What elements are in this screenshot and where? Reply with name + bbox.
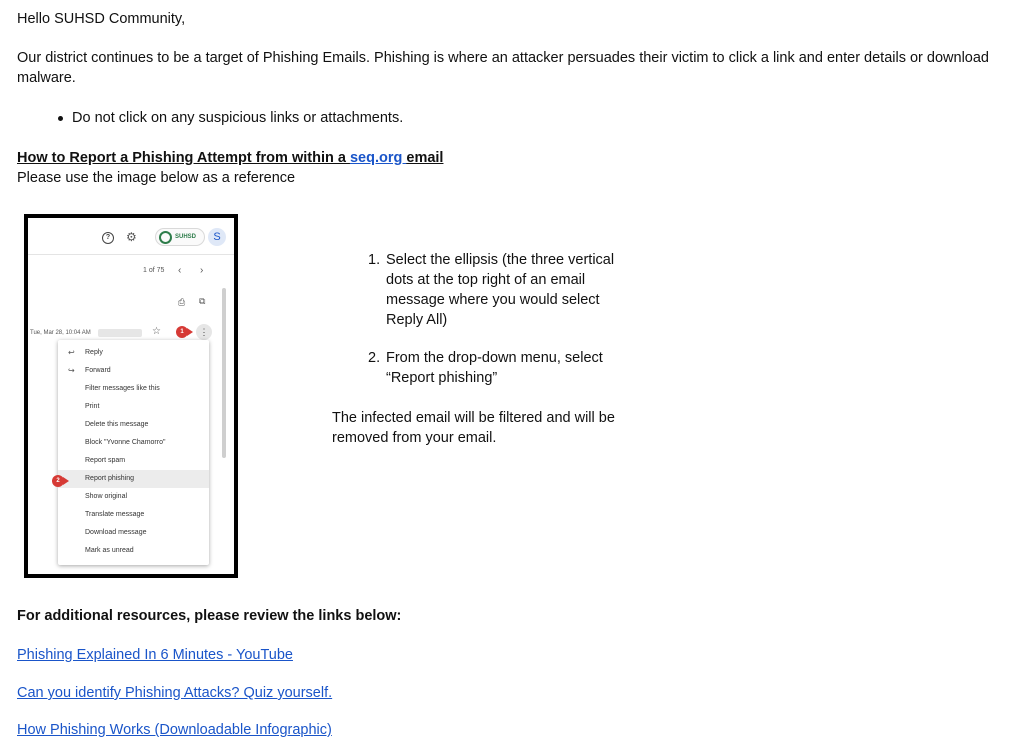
menu-item-label: Report spam (85, 457, 126, 464)
brand-pill (155, 228, 205, 246)
seq-org-link[interactable]: seq.org (349, 150, 407, 166)
menu-item-reply (58, 344, 209, 362)
menu-item-block (58, 434, 209, 452)
menu-item-label: Translate message (85, 511, 145, 518)
star-icon: ☆ (152, 326, 161, 337)
menu-item-translate (58, 506, 209, 524)
chevron-left-icon: ‹ (178, 265, 182, 276)
infographic-link[interactable]: How Phishing Works (Downloadable Infographic) (17, 722, 332, 738)
menu-item-download (58, 524, 209, 542)
email-date: Tue, Mar 28, 10:04 AM (30, 330, 91, 336)
avatar: S (208, 228, 226, 246)
step-2-badge: 2 (52, 475, 64, 487)
help-icon: ? (102, 232, 114, 244)
menu-item-delete (58, 416, 209, 434)
menu-item-label: Block "Yvonne Chamorro" (85, 439, 166, 446)
dropdown-menu (58, 340, 209, 565)
menu-item-label: Delete this message (85, 421, 149, 428)
screenshot-topbar (28, 218, 234, 255)
step-text: From the drop-down menu, select “Report phishing” (386, 350, 603, 386)
gear-icon: ⚙ (126, 230, 137, 244)
menu-item-label: Show original (85, 493, 128, 500)
reply-icon: ↩ (68, 348, 75, 357)
report-heading-tail: email (406, 150, 444, 166)
youtube-link[interactable]: Phishing Explained In 6 Minutes - YouTube (17, 647, 293, 663)
reference-text: Please use the image below as a reference (17, 170, 296, 186)
more-options-icon: ⋮ (196, 324, 212, 340)
report-heading-text: How to Report a Phishing Attempt from within a (17, 150, 350, 166)
step-number: 1. (368, 252, 381, 268)
menu-item-report-spam (58, 452, 209, 470)
resources-heading: For additional resources, please review the links below: (17, 608, 402, 624)
quiz-link[interactable]: Can you identify Phishing Attacks? Quiz yourself. (17, 685, 333, 701)
bullet-item: Do not click on any suspicious links or attachments. (72, 110, 404, 126)
bullet-icon (58, 116, 63, 121)
step-item (368, 250, 628, 330)
step-1-arrow-icon (187, 328, 193, 336)
open-new-window-icon: ⧉ (199, 296, 206, 306)
instruction-steps (368, 250, 628, 388)
menu-item-filter (58, 380, 209, 398)
pager-text: 1 of 75 (143, 267, 165, 274)
menu-item-show-original (58, 488, 209, 506)
menu-item-forward (58, 362, 209, 380)
intro-paragraph: Our district continues to be a target of Phishing Emails. Phishing is where an attacker persuades their victim to click a link and enter details or download malware. (17, 50, 989, 86)
menu-item-mark-unread (58, 542, 209, 560)
menu-item-label: Mark as unread (85, 547, 134, 554)
forward-icon: ↪ (68, 366, 75, 375)
menu-item-label: Download message (85, 529, 147, 536)
bullet-list (58, 110, 403, 126)
step-1-badge: 1 (176, 326, 188, 338)
print-icon: ⎙ (178, 297, 186, 307)
report-heading (17, 148, 443, 168)
menu-item-print (58, 398, 209, 416)
brand-label: SUHSD (175, 234, 197, 240)
gmail-screenshot (24, 214, 238, 578)
greeting: Hello SUHSD Community, (17, 11, 186, 27)
step-item (368, 348, 628, 388)
step-2-arrow-icon (63, 477, 69, 485)
redacted-text (98, 329, 142, 337)
menu-item-report-phishing (58, 470, 209, 488)
menu-item-label: Reply (85, 349, 103, 356)
step-number: 2. (368, 350, 381, 366)
suhsd-logo-icon (159, 231, 172, 244)
filter-note: The infected email will be filtered and will be removed from your email. (332, 410, 615, 446)
scrollbar (222, 288, 226, 458)
step-text: Select the ellipsis (the three vertical dots at the top right of an email message where you would select Reply All) (386, 252, 615, 328)
menu-item-label: Print (85, 403, 100, 410)
menu-item-label: Filter messages like this (85, 385, 160, 392)
menu-item-label: Report phishing (85, 475, 135, 482)
chevron-right-icon: › (200, 265, 204, 276)
menu-item-label: Forward (85, 367, 111, 374)
